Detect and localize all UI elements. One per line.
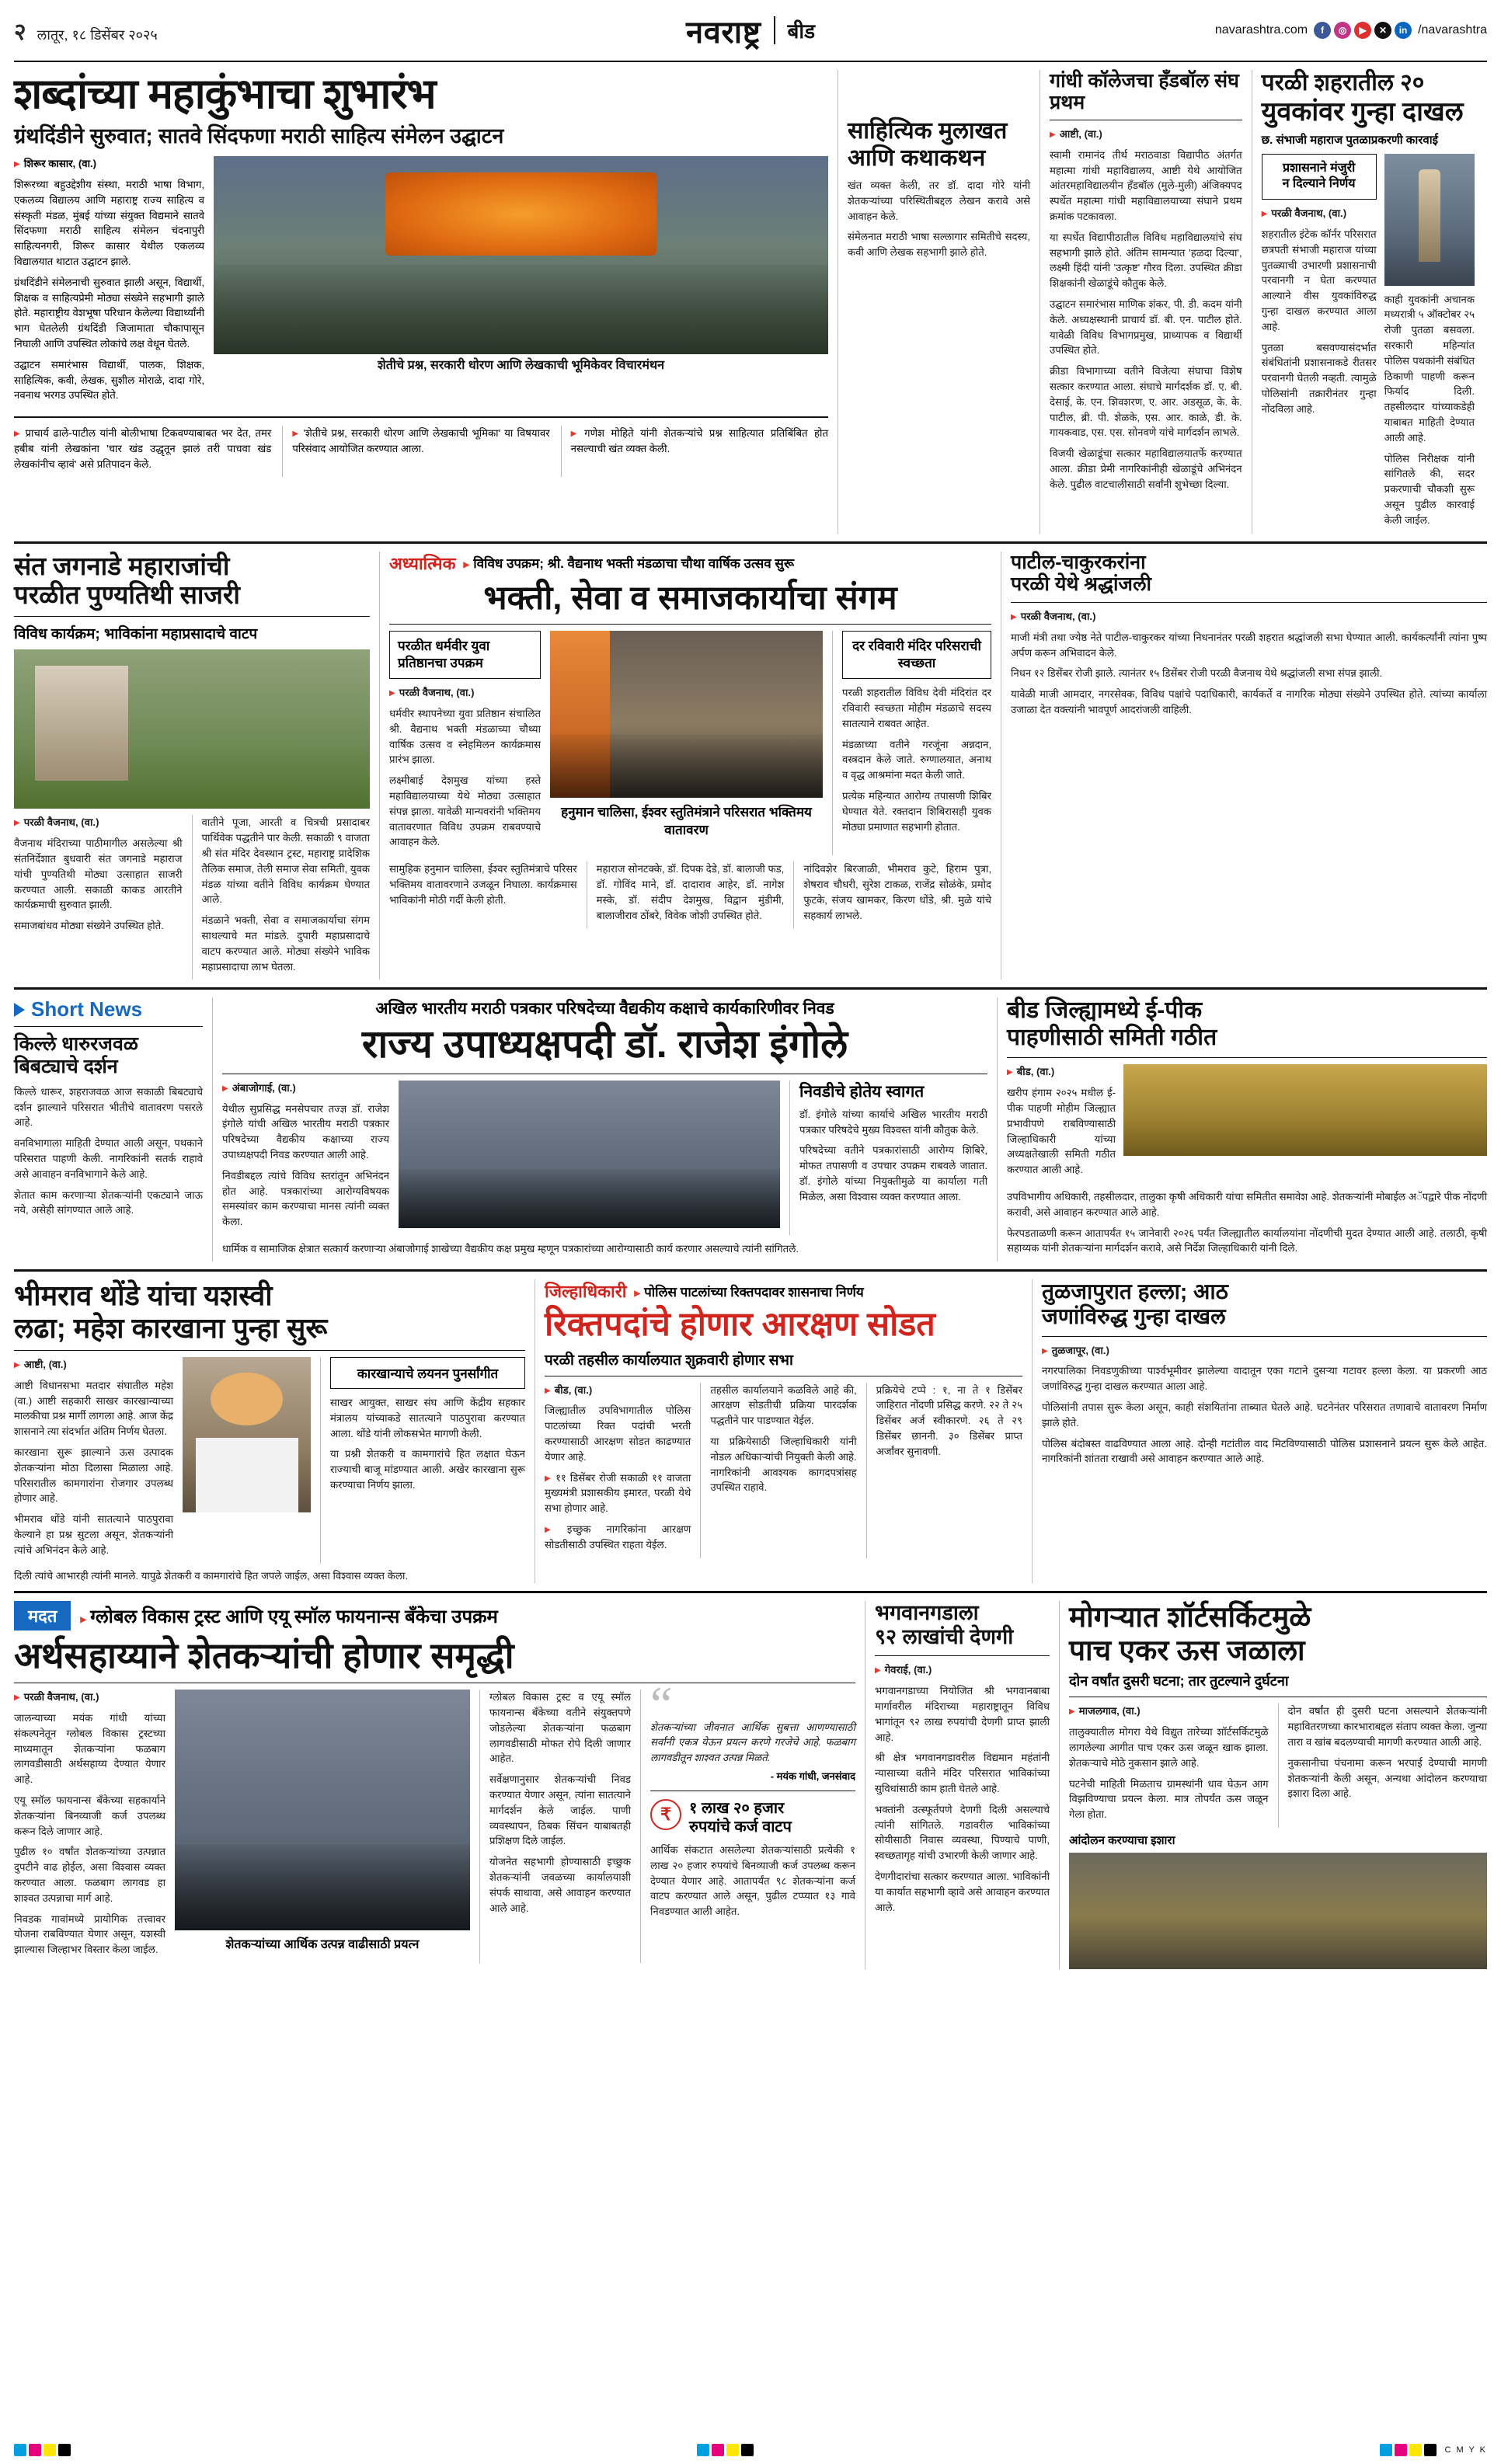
sant-dateline: परळी वैजनाथ, (वा.) — [23, 816, 99, 829]
bhakti-kicker: अध्यात्मिक — [389, 553, 456, 573]
ingole-strap: अखिल भारतीय मराठी पत्रकार परिषदेच्या वैद्यकीय कक्षाचे कार्यकारिणीवर निवड — [375, 1000, 834, 1018]
parli-crime-headline: युवकांवर गुन्हा दाखल — [1261, 96, 1464, 127]
handball-para-4: क्रीडा विभागाच्या वतीने विजेत्या संघाचा विशेष सत्कार करण्यात आला. संघाचे मार्गदर्शक डॉ. ए. बी. देसाई, के. एन. शिवशरण, ए. आर. अडसूळ, के. के. पाटील, ब्री. पी. शेळके, एस. आर. काळे, डी. के. गायकवाड, एस. एस. सोनवणे यांचे मार्गदर्शन लाभले. — [1050, 365, 1242, 439]
bhakti-sidebox-title: परळीत धर्मवीर युवा प्रतिष्ठानचा उपक्रम — [389, 631, 541, 679]
lead-subpoint-1: ▶ प्राचार्य ढाले-पाटील यांनी बोलीभाषा टिकवण्याबाबत भर देत, तमर हबीब यांनी लेखकांना 'चार खंड उद्धृतून झालं तरी पाचवा खंड लेखकांनीच व्हावं' असे प्रतिपादन केले. — [14, 426, 271, 472]
collector-para-2: ▶ ११ डिसेंबर रोजी सकाळी ११ वाजता मुख्यमंत्री प्रशासकीय इमारत, परळी येथे सभा होणार आहे. — [545, 1470, 691, 1516]
madat-col-para-3: योजनेत सहभागी होण्यासाठी इच्छुक शेतकऱ्यांनी जवळच्या कार्यालयाशी संपर्क साधावा, असे आवाहन करण्यात आले आहे. — [489, 1856, 631, 1914]
shortcircuit-para-4: नुकसानीचा पंचनामा करून भरपाई देण्याची मागणी शेतकऱ्यांनी केली असून, अन्यथा आंदोलन करण्याचा इशारा दिला आहे. — [1287, 1756, 1487, 1800]
section-top — [14, 62, 1487, 534]
madat-para-1: जालन्याच्या मयंक गांधी यांच्या संकल्पनेतून ग्लोबल विकास ट्रस्टच्या माध्यमातून शेतकऱ्यांना फळबाग लागवडीसाठी अर्थसहाय्य देण्यात येणार आहे. — [14, 1711, 165, 1786]
lead-story — [14, 70, 838, 534]
bhakti-credit-3: नांदिवशेर बिरजाळी, भीमराव कुटे, हिराम पुत्रा, शेषराव चौधरी, सुरेश टाकळ, राजेंद्र सोळंके, प्रमोद फुटके, संजय खामकर, किरण धोंडे, श्री. मुळे यांचे सहकार्य लाभले. — [803, 863, 992, 921]
story-madat — [14, 1601, 865, 1969]
bhimrao-sidebox-para-2: या प्रश्नी शेतकरी व कामगारांचे हित लक्षात घेऊन राज्याची बाजू मांडण्यात आली. अखेर कारखाना सुरू करण्याचा निर्णय झाला. — [330, 1448, 525, 1491]
masthead-right — [1153, 22, 1487, 39]
cmyk-label: C M Y K — [1444, 2445, 1487, 2455]
ingole-para-1: येथील सुप्रसिद्ध मनसेपचार तज्ज्ञ डॉ. राजेश इंगोले यांची अखिल भारतीय मराठी पत्रकार परिषदेच्या वैद्यकीय कक्षाच्या राज्य उपाध्यक्षपदी निवड करण्यात आली आहे. — [222, 1102, 389, 1161]
epik-para-2: उपविभागीय अधिकारी, तहसीलदार, तालुका कृषी अधिकारी यांचा समितीत समावेश आहे. शेतकऱ्यांनी मोबाईल अॅपद्वारे पीक नोंदणी करावी, असे आवाहन करण्यात आले आहे. — [1007, 1190, 1487, 1218]
section-fourth — [14, 1272, 1487, 1583]
lead-text-col — [14, 156, 204, 409]
parli-crime-para-4: पोलिस निरीक्षक यांनी सांगितले की, सदर प्रकरणाची चौकशी सुरू असून पुढील कारवाई केली जाईल. — [1384, 452, 1475, 526]
story-short-circuit — [1059, 1601, 1487, 1969]
story-bhagwangad — [865, 1601, 1059, 1969]
section-middle — [14, 544, 1487, 980]
edition-name: बीड — [774, 16, 816, 44]
handball-para-5: विजयी खेळाडूंचा सत्कार महाविद्यालयातर्फे करण्यात आला. क्रीडा प्रेमी नागरिकांनीही खेळाडूंचे अभिनंदन केले. पुढील वाटचालीसाठी सर्वांनी शुभेच्छा दिल्या. — [1050, 447, 1242, 490]
social-icons — [1314, 22, 1412, 39]
lead-photo-caption: शेतीचे प्रश्न, सरकारी धोरण आणि लेखकाची भूमिकेवर विचारमंथन — [377, 359, 665, 373]
bhimrao-photo-block — [183, 1357, 311, 1564]
bhimrao-para-1: आष्टी विधानसभा मतदार संघातील महेश (वा.) आष्टी सहकारी साखर कारखान्याच्या मालकीचा प्रश्न मार्गी लागला आहे. आज केंद्र शासनाने त्या संदर्भात अंतिम निर्णय घेतला. — [14, 1379, 173, 1438]
bhimrao-sidebox — [320, 1357, 525, 1564]
madat-quote-block — [640, 1676, 855, 1963]
ingole-dateline: अंबाजोगाई, (वा.) — [232, 1081, 296, 1094]
facebook-icon[interactable]: f — [1314, 22, 1331, 39]
linkedin-icon[interactable]: in — [1395, 22, 1412, 39]
madat-badge: मदत — [14, 1601, 71, 1630]
epik-para-1: खरीप हंगाम २०२५ मधील ई-पीक पाहणी मोहीम जिल्ह्यात प्रभावीपणे राबविण्यासाठी जिल्हाधिकारी यांच्या अध्यक्षतेखाली समिती गठीत करण्यात आली आहे. — [1007, 1087, 1116, 1176]
bhimrao-dateline: आष्टी, (वा.) — [23, 1358, 67, 1370]
shortcircuit-caption: आंदोलन करण्याचा इशारा — [1069, 1833, 1175, 1847]
short-news-para-3: शेतात काम करणाऱ्या शेतकऱ्यांनी एकट्याने जाऊ नये, असेही सांगण्यात आले आहे. — [14, 1188, 203, 1216]
parli-crime-box — [1262, 154, 1377, 200]
tuljapur-para-2: पोलिसांनी तपास सुरू केला असून, काही संशयितांना ताब्यात घेतले आहे. घटनेनंतर परिसरात तणावाचे वातावरण निर्माण झाले होते. — [1042, 1401, 1487, 1429]
lead-photo — [214, 156, 828, 354]
story-bhimrao — [14, 1279, 535, 1583]
sant-headline-1: संत जगनाडे महाराजांची — [14, 551, 230, 580]
story-epik — [997, 997, 1487, 1262]
shortcircuit-dateline: माजलगाव, (वा.) — [1078, 1705, 1141, 1717]
handball-headline: गांधी कॉलेजचा हँडबॉल संघ प्रथम — [1050, 70, 1239, 113]
registration-dots-right — [1380, 2444, 1437, 2456]
lead-para-3: उद्घाटन समारंभास विद्यार्थी, पालक, शिक्षक, साहित्यिक, कवी, लेखक, सुशील मोराळे, दादा गोरे, नवनाथ भरगड उपस्थित होते. — [14, 358, 204, 402]
issue-date: लातूर, १८ डिसेंबर २०२५ — [37, 26, 158, 43]
story-short-news — [14, 997, 212, 1262]
bhagwangad-para-1: भगवानगडाच्या नियोजित श्री भगवानबाबा मार्गावरील मंदिराच्या महाराष्ट्रातून विविध भागांतून ९२ लाख रुपयांची देणगी प्राप्त झाली आहे. — [875, 1685, 1050, 1743]
section-short-news — [14, 990, 1487, 1262]
ingole-photo — [399, 1081, 780, 1228]
bhimrao-headline-2: लढा; महेश कारखाना पुन्हा सुरू — [14, 1311, 328, 1344]
shortcircuit-headline-1: मोगऱ्यात शॉर्टसर्किटमुळे — [1069, 1601, 1311, 1634]
bhakti-sunday-box — [832, 631, 991, 855]
bhakti-headline: भक्ती, सेवा व समाजकार्याचा संगम — [483, 579, 897, 617]
collector-para-4: प्रक्रियेचे टप्पे : १, ना ते १ डिसेंबर जाहिरात नोंदणी प्रसिद्ध करणे. २२ ते २५ डिसेंबर अर्ज स्वीकारणे. २६ ते २९ डिसेंबर छाननी. ३० डिसेंबर प्राप्त अर्जांवर सुनावणी. — [876, 1383, 1022, 1457]
ingole-footer: धार्मिक व सामाजिक क्षेत्रात सत्कार्य करणाऱ्या अंबाजोगाई शाखेच्या वैद्यकीय कक्ष प्रमुख म्हणून पत्रकारांच्या आरोग्यासाठी कार्य करणार असल्याचे त्यांनी सांगितले. — [222, 1243, 799, 1255]
lead-columns — [14, 156, 828, 409]
shortcircuit-para-1: तालुक्यातील मोगरा येथे विद्युत तारेच्या शॉर्टसर्किटमुळे लागलेल्या आगीत पाच एकर ऊस जळून खाक झाला. शेतकऱ्याचे मोठे नुकसान झाले आहे. — [1069, 1726, 1269, 1769]
handball-dateline: आष्टी, (वा.) — [1059, 128, 1102, 140]
bhakti-credit-1: सामुहिक हनुमान चालिसा, ईश्वर स्तुतिमंत्राचे परिसर भक्तिमय वातावरणाने उजळून निघाला. कार्यक्रमास भाविकांनी मोठी गर्दी केली होती. — [389, 863, 577, 906]
lead-para-2: ग्रंथदिंडीने संमेलनाची सुरुवात झाली असून, विद्यार्थी, शिक्षक व साहित्यप्रेमी मोठ्या संख्येने सहभागी झाले होते. महाराष्ट्रीय वेशभूषा परिधान केलेल्या विद्यार्थ्यांनी भाग घेतलेली ग्रंथदिंडी जिजामाता चौकापासून निघाली आणि उपस्थित लोकांचे लक्ष वेधून घेतले. — [14, 276, 204, 350]
sant-col2-para-1: वातीने पूजा, आरती व चित्रची प्रसादाबर पार्थिवेक पद्धतीने पार केली. सकाळी ९ वाजता श्री संत मंदिर देवस्थान ट्रस्ट, महाराष्ट्र प्रादेशिक तैलिक समाज, तेली समाज सेवा समिती, युवक मंडळ यांच्या वतीने विविध कार्यक्रम घेण्यात आले. — [201, 816, 370, 906]
short-news-label: Short News — [14, 997, 203, 1021]
shortcircuit-headline-2: पाच एकर ऊस जळाला — [1069, 1634, 1305, 1666]
handball-para-3: उद्घाटन समारंभास माणिक शंकर, पी. डी. कदम यांनी केले. अध्यक्षस्थानी प्राचार्य डॉ. बी. एन. पाटील होते. यावेळी विविध विभागप्रमुख, प्राध्यापक व विद्यार्थी उपस्थित होते. — [1050, 298, 1242, 357]
madat-quote-text: शेतकऱ्यांच्या जीवनात आर्थिक सुबत्ता आणण्यासाठी सर्वांनी एकत्र येऊन प्रयत्न करणे गरजेचे आहे. फळबाग लागवडीतून शाश्वत उत्पन्न मिळते. — [650, 1721, 855, 1764]
sahityik-para-1: खंत व्यक्त केली, तर डॉ. दादा गोरे यांनी शेतकऱ्यांच्या परिस्थितीबद्दल लेखन करावे असे आवाहन केले. — [848, 179, 1030, 222]
tuljapur-para-1: नगरपालिका निवडणुकीच्या पार्श्वभूमीवर झालेल्या वादातून एका गटाने दुसऱ्या गटावर हल्ला केला. या प्रकरणी आठ जणांविरुद्ध गुन्हा दाखल करण्यात आला आहे. — [1042, 1365, 1487, 1393]
collector-headline: रिक्तपदांचे होणार आरक्षण सोडत — [545, 1306, 935, 1344]
patil-dateline: परळी वैजनाथ, (वा.) — [1020, 611, 1096, 623]
parli-crime-para-3: काही युवकांनी अचानक मध्यरात्री ५ ऑक्टोबर २५ रोजी पुतळा बसवला. सरकारी महिन्यांत पोलिस पथकांनी संबंधित ठिकाणी पाहणी करून फिर्याद दिली. तहसीलदार यांच्याकडेही याबाबत माहिती देण्यात आली आहे. — [1384, 293, 1475, 444]
madat-caption: शेतकऱ्यांच्या आर्थिक उत्पन्न वाढीसाठी प्रयत्न — [225, 1938, 420, 1952]
bhagwangad-para-2: श्री क्षेत्र भगवानगडावरील विद्यमान महंतांनी न्यासाच्या वतीने मंदिर परिसरात भाविकांच्या सुविधांसाठी काम हाती घेतले आहे. — [875, 1752, 1050, 1794]
lead-photo-block — [214, 156, 828, 409]
sant-col2-para-2: मंडळाने भक्ती, सेवा व समाजकार्याचा संगम साधल्याचे मत मांडले. दुपारी महाप्रसादाचे वाटप करण्यात आले. मोठ्या संख्येने भाविक महाप्रसादाचा लाभ घेतला. — [201, 914, 370, 973]
bhakti-strap: ▶ विविध उपक्रम; श्री. वैद्यनाथ भक्ती मंडळाचा चौथा वार्षिक उत्सव सुरू — [463, 554, 794, 572]
collector-para-3: ▶ इच्छुक नागरिकांना आरक्षण सोडतीसाठी उपस्थित राहता येईल. — [545, 1522, 691, 1553]
madat-headline: अर्थसहाय्याने शेतकऱ्यांची होणार समृद्धी — [14, 1635, 514, 1676]
madat-col-para-2: सर्वेक्षणानुसार शेतकऱ्यांची निवड करण्यात येणार असून, त्यांना सातत्याने मार्गदर्शन केले जाईल. पाणी व्यवस्थापन, ठिबक सिंचन याबाबतही प्रशिक्षण दिले जाईल. — [489, 1773, 631, 1847]
shortcircuit-para-3: दोन वर्षांत ही दुसरी घटना असल्याने शेतकऱ्यांनी महावितरणच्या कारभाराबद्दल संताप व्यक्त केला. जुन्या तारा व खांब बदलण्याची मागणी करण्यात आली आहे. — [1287, 1705, 1487, 1748]
epik-para-3: फेरपडताळणी करून आतापर्यंत १५ जानेवारी २०२६ पर्यंत जिल्ह्यातील कार्यालयांना नोंदणीची मुदत देण्यात आली आहे. तलाठी, कृषी सहाय्यक यांनी शेतकऱ्यांना मार्गदर्शन करावे, असे निर्देश जिल्हाधिकारी यांनी दिले. — [1007, 1227, 1487, 1255]
epik-headline-1: बीड जिल्ह्यामध्ये ई-पीक — [1007, 997, 1203, 1024]
sunday-box-para-1: परळी शहरातील विविध देवी मंदिरांत दर रविवारी स्वच्छता मोहीम मंडळाचे सदस्य सातत्याने राबवत आहेत. — [842, 687, 991, 729]
bhagwangad-dateline: गेवराई, (वा.) — [884, 1664, 932, 1676]
quote-icon: “ — [650, 1676, 673, 1732]
parli-crime-para-1: शहरातील इंटेक कॉर्नर परिसरात छत्रपती संभाजी महाराज यांच्या पुतळ्याची उभारणी प्रशासनाची परवानगी न घेता करण्यात आल्याने वीस युवकांविरुद्ध गुन्हा दाखल करण्यात आला आहे. — [1261, 228, 1377, 332]
bhakti-sidebox-dateline: परळी वैजनाथ, (वा.) — [399, 687, 475, 699]
patil-headline-1: पाटील-चाकुरकरांना — [1011, 551, 1146, 573]
shortcircuit-subhead: दोन वर्षांत दुसरी घटना; तार तुटल्याने दुर्घटना — [1069, 1673, 1289, 1690]
madat-para-2: एयू स्मॉल फायनान्स बँकेच्या सहकार्याने शेतकऱ्यांना बिनव्याजी कर्ज उपलब्ध करून दिले जाणार आहे. — [14, 1794, 165, 1837]
youtube-icon[interactable]: ▶ — [1354, 22, 1371, 39]
madat-loan-box — [650, 1799, 855, 1836]
bhimrao-headline-1: भीमराव थोंडे यांचा यशस्वी — [14, 1279, 273, 1312]
patil-para-2: निधन १२ डिसेंबर रोजी झाले. त्यानंतर १५ डिसेंबर रोजी परळी वैजनाथ येथे श्रद्धांजली सभा संपन्न झाली. — [1011, 667, 1383, 680]
collector-right-para-2: या प्रक्रियेसाठी जिल्हाधिकारी यांनी नोडल अधिकाऱ्यांची नियुक्ती केली आहे. नागरिकांनी आवश्यक कागदपत्रांसह उपस्थित राहावे. — [710, 1435, 857, 1494]
handball-para-1: स्वामी रामानंद तीर्थ मराठवाडा विद्यापीठ अंतर्गत महात्मा गांधी महाविद्यालय, आष्टी येथे आयोजित आंतरमहाविद्यालयीन हँडबॉल (मुले-मुली) अंजिक्यपद स्पर्धेत महात्मा गांधी महाविद्यालयाच्या संघाने प्रथम क्रमांक पटकावला. — [1050, 148, 1242, 222]
registration-dots-left — [14, 2444, 71, 2456]
section-right — [1040, 70, 1475, 534]
story-collector — [535, 1279, 1032, 1583]
madat-para-4: निवडक गावांमध्ये प्रायोगिक तत्त्वावर योजना राबविण्यात येणार असून, यशस्वी झाल्यास जिल्हाभर विस्तार केला जाईल. — [14, 1912, 165, 1956]
ingole-sub-caption: निवडीचे होतेय स्वागत — [799, 1082, 925, 1101]
madat-quote-author: - मयंक गांधी, जनसंवाद — [770, 1770, 855, 1782]
bhakti-photo — [550, 631, 823, 798]
bhagwangad-para-4: देणगीदारांचा सत्कार करण्यात आला. भाविकांनी या कार्यात सहभागी व्हावे असे आवाहन करण्यात आले. — [875, 1870, 1050, 1913]
story-ingole — [212, 997, 997, 1262]
tuljapur-headline-2: जणांविरुद्ध गुन्हा दाखल — [1042, 1304, 1226, 1329]
bhimrao-sidebox-title: कारखान्याचे लयनन पुनर्सांगीत — [330, 1357, 525, 1389]
collector-para-1: जिल्ह्यातील उपविभागातील पोलिस पाटलांच्या रिक्त पदांची भरती करण्यासाठी आरक्षण सोडत काढण्यात येणार आहे. — [545, 1404, 691, 1463]
registration-dots-center — [697, 2444, 754, 2456]
epik-headline-2: पाहणीसाठी समिती गठीत — [1007, 1024, 1217, 1050]
story-handball — [1050, 70, 1242, 534]
instagram-icon[interactable]: ◎ — [1334, 22, 1351, 39]
page-number: २ — [14, 19, 26, 45]
bhagwangad-headline-2: ९२ लाखांची देणगी — [875, 1625, 1014, 1649]
sant-subhead: विविध कार्यक्रम; भाविकांना महाप्रसादाचे वाटप — [14, 626, 258, 643]
twitter-x-icon[interactable]: ✕ — [1374, 22, 1391, 39]
short-news-para-2: वनविभागाला माहिती देण्यात आली असून, पथकाने परिसरात पाहणी केली. नागरिकांनी सतर्क राहावे असे आवाहन वनविभागाने केले आहे. — [14, 1137, 203, 1180]
sunday-box-para-2: मंडळाच्या वतीने गरजूंना अन्नदान, वस्त्रदान केले जाते. रुग्णालयात, अनाथ व वृद्ध आश्रमांना मदत केली जाते. — [842, 738, 991, 781]
madat-photo — [175, 1690, 470, 1930]
loan-title-1: १ लाख २० हजार — [689, 1799, 785, 1817]
tuljapur-headline-1: तुळजापुरात हल्ला; आठ — [1042, 1279, 1228, 1304]
story-bhakti — [379, 552, 1001, 980]
lead-headline: शब्दांच्या महाकुंभाचा शुभारंभ — [14, 71, 436, 117]
loan-title-2: रुपयांचे कर्ज वाटप — [689, 1818, 792, 1836]
sant-para-2: समाजबांधव मोठ्या संख्येने उपस्थित होते. — [14, 920, 164, 932]
bhimrao-para-2: कारखाना सुरू झाल्याने ऊस उत्पादक शेतकऱ्यांना मोठा दिलासा मिळाला आहे. परिसरातील कामगारांना रोजगार उपलब्ध होणार आहे. — [14, 1446, 173, 1505]
bhakti-credit-2: महाराज सोनटक्के, डॉ. दिपक देडे, डॉ. बालाजी फड, डॉ. गोविंद माने, डॉ. दादाराव आहेर, डॉ. नागेश मस्के, डॉ. संदीप देशमुख, विद्वान मुंडीमी, बालाजीराव ठोंबरे, विवेक जोशी उपस्थित होते. — [596, 863, 785, 921]
parli-crime-para-2: पुतळा बसवण्यासंदर्भात संबंधितांनी प्रशासनाकडे रीतसर परवानगी घेतली नव्हती. त्यामुळे पोलिसांनी तक्रारीनंतर गुन्हा नोंदविला आहे. — [1261, 341, 1377, 415]
sant-para-1: वैजनाथ मंदिराच्या पाठीमागील असलेल्या श्री संतनिर्देशात बुधवारी संत जगनाडे महाराज यांची पुण्यतिथी मोठ्या उत्साहात साजरी करण्यात आली. सकाळी काकड आरतीने कार्यक्रमाची सुरुवात झाली. — [14, 837, 183, 911]
sahityik-para-2: संमेलनात मराठी भाषा सल्लागार समितीचे सदस्य, कवी आणि लेखक सहभागी झाले होते. — [848, 231, 1030, 259]
story-sahityik — [838, 70, 1040, 534]
ingole-para-2: निवडीबद्दल त्यांचे विविध स्तरांतून अभिनंदन होत आहे. पत्रकारांच्या आरोग्यविषयक समस्यांवर काम करण्याचा मानस त्यांनी व्यक्त केला. — [222, 1169, 389, 1228]
collector-kicker: जिल्हाधिकारी — [545, 1282, 627, 1302]
bhagwangad-headline-1: भगवानगडाला — [875, 1601, 979, 1625]
short-news-title-2: बिबट्याचे दर्शन — [14, 1056, 118, 1078]
bhakti-sidebox-para-1: धर्मवीर स्थापनेच्या युवा प्रतिष्ठान संचालित श्री. वैद्यनाथ भक्ती मंडळाच्या चौथ्या वार्षिक उत्सव व स्नेहमिलन कार्यक्रमास प्रारंभ झाला. — [389, 707, 541, 766]
social-handle[interactable]: /navarashtra — [1418, 23, 1487, 37]
sant-photo — [14, 649, 370, 809]
parli-crime-kicker: परळी शहरातील २० — [1261, 70, 1425, 96]
parli-crime-dateline: परळी वैजनाथ, (वा.) — [1271, 207, 1347, 220]
handball-para-2: या स्पर्धेत विद्यापीठातील विविध महाविद्यालयांचे संघ सहभागी झाले होते. अंतिम सामन्यात 'हळदा दिल्या', लक्ष्मी हिंदी यांनी 'उत्कृष्ट' गौरव दिला. उपस्थित क्रीडा शिक्षकांनी खेळाडूंचे कौतुक केले. — [1050, 231, 1242, 290]
tuljapur-para-3: पोलिस बंदोबस्त वाढविण्यात आला आहे. दोन्ही गटांतील वाद मिटविण्यासाठी पोलिस प्रशासनाने प्रयत्न सुरू केले आहेत. नागरिकांनी शांतता राखावी असे आवाहन करण्यात आले आहे. — [1042, 1437, 1487, 1465]
masthead-left — [14, 15, 348, 47]
lead-dateline: शिरूर कासार, (वा.) — [23, 158, 97, 170]
sahityik-title-1: साहित्यिक मुलाखत — [848, 118, 1008, 144]
madat-col-para-1: ग्लोबल विकास ट्रस्ट व एयू स्मॉल फायनान्स बँकेच्या वतीने संयुक्तपणे जोडलेल्या शेतकऱ्यांना फळबाग लागवडीसाठी मोफत रोपे दिली जाणार आहेत. — [489, 1691, 631, 1765]
ingole-right-para-1: डॉ. इंगोले यांच्या कार्याचे अखिल भारतीय मराठी पत्रकार परिषदेचे मुख्य विश्वस्त यांनी कौतुक केले. — [799, 1108, 987, 1136]
sahityik-title-2: आणि कथाकथन — [848, 144, 986, 171]
lead-subpoints — [14, 426, 828, 477]
parli-crime-box-line-2: न दिल्याने निर्णय — [1282, 177, 1356, 191]
story-tuljapur — [1032, 1279, 1487, 1583]
tuljapur-dateline: तुळजापूर, (वा.) — [1051, 1344, 1109, 1356]
page-footer — [14, 2444, 1487, 2456]
ingole-right-para-2: परिषदेच्या वतीने पत्रकारांसाठी आरोग्य शिबिरे, मोफत तपासणी व उपचार उपक्रम राबवले जातात. डॉ. इंगोले यांच्या नियुक्तीमुळे या कार्याला गती मिळेल, असा विश्वास व्यक्त करण्यात आला. — [799, 1144, 987, 1202]
publication-logo: नवराष्ट्र — [685, 15, 761, 50]
ingole-headline: राज्य उपाध्यक्षपदी डॉ. राजेश इंगोले — [361, 1022, 848, 1067]
masthead — [14, 0, 1487, 62]
bhakti-photo-block — [550, 631, 823, 855]
lead-subhead: ग्रंथदिंडीने सुरुवात; सातवे सिंदफणा मराठी साहित्य संमेलन उद्घाटन — [14, 124, 504, 148]
sant-headline-2: परळीत पुण्यतिथी साजरी — [14, 580, 240, 610]
epik-dateline: बीड, (वा.) — [1016, 1066, 1055, 1078]
story-sant-jagnade — [14, 552, 379, 980]
collector-strap: ▶ पोलिस पाटलांच्या रिक्तपदावर शासनाचा निर्णय — [634, 1282, 863, 1300]
patil-para-3: यावेळी माजी आमदार, नगरसेवक, विविध पक्षांचे पदाधिकारी, कार्यकर्ते व नागरिक मोठ्या संख्येने उपस्थित होते. त्यांच्या कार्याला उजाळा देत वक्त्यांनी भावपूर्ण आदरांजली वाहिली. — [1011, 688, 1487, 716]
bhimrao-tail: दिली त्यांचे आभारही त्यांनी मानले. यापुढे शेतकरी व कामगारांचे हित जपले जाईल, असा विश्वास व्यक्त केला. — [14, 1569, 409, 1582]
lead-subpoint-3: ▶ गणेश मोहिते यांनी शेतकऱ्यांचे प्रश्न साहित्यात प्रतिबिंबित होत नसल्याची खंत व्यक्त केली. — [571, 426, 828, 457]
loan-body: आर्थिक संकटात असलेल्या शेतकऱ्यांसाठी प्रत्येकी १ लाख २० हजार रुपयांचे बिनव्याजी कर्ज उपलब्ध करून देण्यात येणार आहे. आतापर्यंत ९८ शेतकऱ्यांना कर्ज वाटप करण्यात आले असून, पुढील टप्प्यात १३ गावे निवडण्यात आली आहेत. — [650, 1843, 855, 1918]
epik-photo — [1123, 1064, 1487, 1156]
bhakti-sidebox — [389, 631, 541, 855]
section-bottom — [14, 1593, 1487, 1969]
short-news-para-1: किल्ले धारूर, शहराजवळ आज सकाळी बिबट्याचे दर्शन झाल्याने परिसरात भीतीचे वातावरण पसरले आहे. — [14, 1085, 203, 1129]
lead-subpoint-2: ▶ 'शेतीचे प्रश्न, सरकारी धोरण आणि लेखकाची भूमिका' या विषयावर परिसंवाद आयोजित करण्यात आला. — [292, 426, 549, 457]
bhimrao-sidebox-para-1: साखर आयुक्त, साखर संघ आणि केंद्रीय सहकार मंत्रालय यांच्याकडे सातत्याने पाठपुरावा करण्यात आला. थोंडे यांनी लोकसभेत मागणी केली. — [330, 1396, 525, 1439]
masthead-center — [348, 9, 1153, 52]
bhimrao-para-3: भीमराव थोंडे यांनी सातत्याने पाठपुरावा केल्याने हा प्रश्न सुटला असून, शेतकऱ्यांनी त्यांचे अभिनंदन केले आहे. — [14, 1513, 173, 1556]
sunday-box-title: दर रविवारी मंदिर परिसराची स्वच्छता — [842, 631, 991, 679]
rupee-icon: ₹ — [650, 1799, 681, 1830]
collector-right-para-1: तहसील कार्यालयाने कळविले आहे की, आरक्षण सोडतीची प्रक्रिया पारदर्शक पद्धतीने पार पाडण्यात येईल. — [710, 1383, 857, 1427]
parli-crime-photo — [1384, 154, 1475, 286]
bhimrao-portrait — [183, 1357, 311, 1512]
bhagwangad-para-3: भक्तांनी उत्स्फूर्तपणे देणगी दिली असल्याचे त्यांनी सांगितले. गडावरील भाविकांच्या सोयीसाठी निवास व्यवस्था, पिण्याचे पाणी, स्वच्छतागृह यांची उभारणी केली जाणार आहे. — [875, 1803, 1050, 1862]
patil-para-1: माजी मंत्री तथा ज्येष्ठ नेते पाटील-चाकुरकर यांच्या निधनानंतर परळी शहरात श्रद्धांजली सभा घेण्यात आली. कार्यकर्त्यांनी त्यांना पुष्प अर्पण करून अभिवादन केले. — [1011, 631, 1487, 659]
story-parli-crime — [1252, 70, 1475, 534]
madat-strap: ▶ ग्लोबल विकास ट्रस्ट आणि एयू स्मॉल फायनान्स बँकेचा उपक्रम — [80, 1603, 497, 1629]
parli-crime-subhead: छ. संभाजी महाराज पुतळाप्रकरणी कारवाई — [1261, 133, 1438, 147]
shortcircuit-para-2: घटनेची माहिती मिळताच ग्रामस्थांनी धाव घेऊन आग विझविण्याचा प्रयत्न केला. मात्र तोपर्यंत ऊस जळून गेला होता. — [1069, 1777, 1269, 1821]
sunday-box-para-3: प्रत्येक महिन्यात आरोग्य तपासणी शिबिर घेण्यात येते. रक्तदान शिबिरासही युवक मोठ्या प्रमाणात सहभागी होतात. — [842, 789, 991, 833]
website-url[interactable]: navarashtra.com — [1214, 23, 1308, 37]
bhakti-sidebox-para-2: लक्ष्मीबाई देशमुख यांच्या हस्ते महाविद्यालयाच्या येथे मोठ्या उत्साहात संपन्न झाला. यावेळी मान्यवरांनी भक्तिमय वातावरणात विविध उपक्रम राबवण्याचे आवाहन केले. — [389, 774, 541, 848]
short-news-title-1: किल्ले धारुरजवळ — [14, 1033, 138, 1056]
shortcircuit-photo — [1069, 1853, 1487, 1969]
parli-crime-box-line-1: प्रशासनाने मंजुरी — [1282, 161, 1356, 175]
madat-dateline: परळी वैजनाथ, (वा.) — [23, 1691, 99, 1704]
collector-subhead: परळी तहसील कार्यालयात शुक्रवारी होणार सभा — [545, 1352, 793, 1369]
collector-dateline: बीड, (वा.) — [554, 1383, 593, 1396]
madat-para-3: पुढील १० वर्षांत शेतकऱ्यांच्या उत्पन्नात दुपटीने वाढ होईल, असा विश्वास व्यक्त करण्यात आला. फळबाग लागवड हा शाश्वत उत्पन्नाचा मार्ग आहे. — [14, 1846, 165, 1904]
short-news-arrow-icon — [14, 1003, 25, 1017]
bhakti-caption: हनुमान चालिसा, ईश्वर स्तुतिमंत्राने परिसरात भक्तिमय वातावरण — [561, 804, 812, 837]
lead-para-1: शिरूरच्या बहुउद्देशीय संस्था, मराठी भाषा विभाग, एकलव्य विद्यालय आणि महाराष्ट्र राज्य साहित्य व संस्कृती मंडळ, मुंबई यांच्या संयुक्त विद्यमाने सातवे सिंदफणा मराठी साहित्य संमेलन चंदनापुरी साहित्यनगरी, शिरूर कासार येथील एकलव्य विद्यालयात थाटात उद्घाटन झाले. — [14, 178, 204, 267]
patil-headline-2: परळी येथे श्रद्धांजली — [1011, 573, 1151, 596]
story-patil-chakurkar — [1001, 552, 1487, 980]
